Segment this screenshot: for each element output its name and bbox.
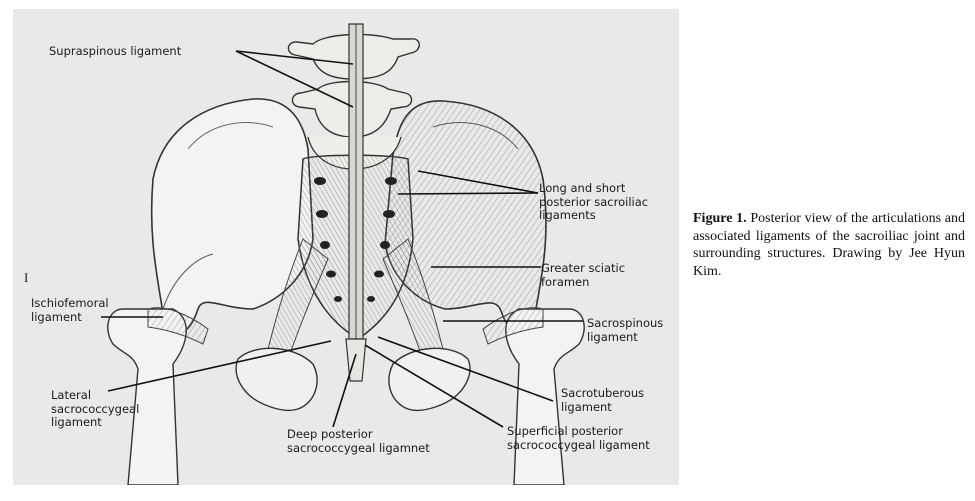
label-deep-posterior-sacrococcygeal: Deep posterior sacrococcygeal ligamnet bbox=[287, 427, 430, 455]
margin-mark: I bbox=[24, 270, 29, 285]
caption-label: Figure 1. bbox=[693, 211, 747, 226]
label-superficial-posterior-sacrococcygeal: Superficial posterior sacrococcygeal ligament bbox=[507, 424, 650, 452]
label-lateral-sacrococcygeal-ligament: Lateral sacrococcygeal ligament bbox=[51, 388, 140, 429]
label-greater-sciatic-foramen: Greater sciatic foramen bbox=[541, 261, 626, 289]
label-ischiofemoral-ligament: Ischiofemoral ligament bbox=[31, 296, 109, 324]
label-sacrospinous-ligament: Sacrospinous ligament bbox=[587, 316, 664, 344]
left-ischium bbox=[236, 348, 317, 410]
label-supraspinous-ligament: Supraspinous ligament bbox=[49, 44, 182, 58]
anatomy-figure bbox=[13, 9, 679, 485]
label-long-short-posterior-sacroiliac: Long and short posterior sacroiliac ligaments bbox=[539, 181, 649, 222]
label-sacrotuberous-ligament: Sacrotuberous ligament bbox=[561, 386, 645, 414]
caption-text: Posterior view of the articulations and associated ligaments of the sacroiliac joint and surrounding structures. Drawing by Jee Hyun Kim. bbox=[693, 211, 965, 279]
figure-caption bbox=[693, 210, 965, 280]
